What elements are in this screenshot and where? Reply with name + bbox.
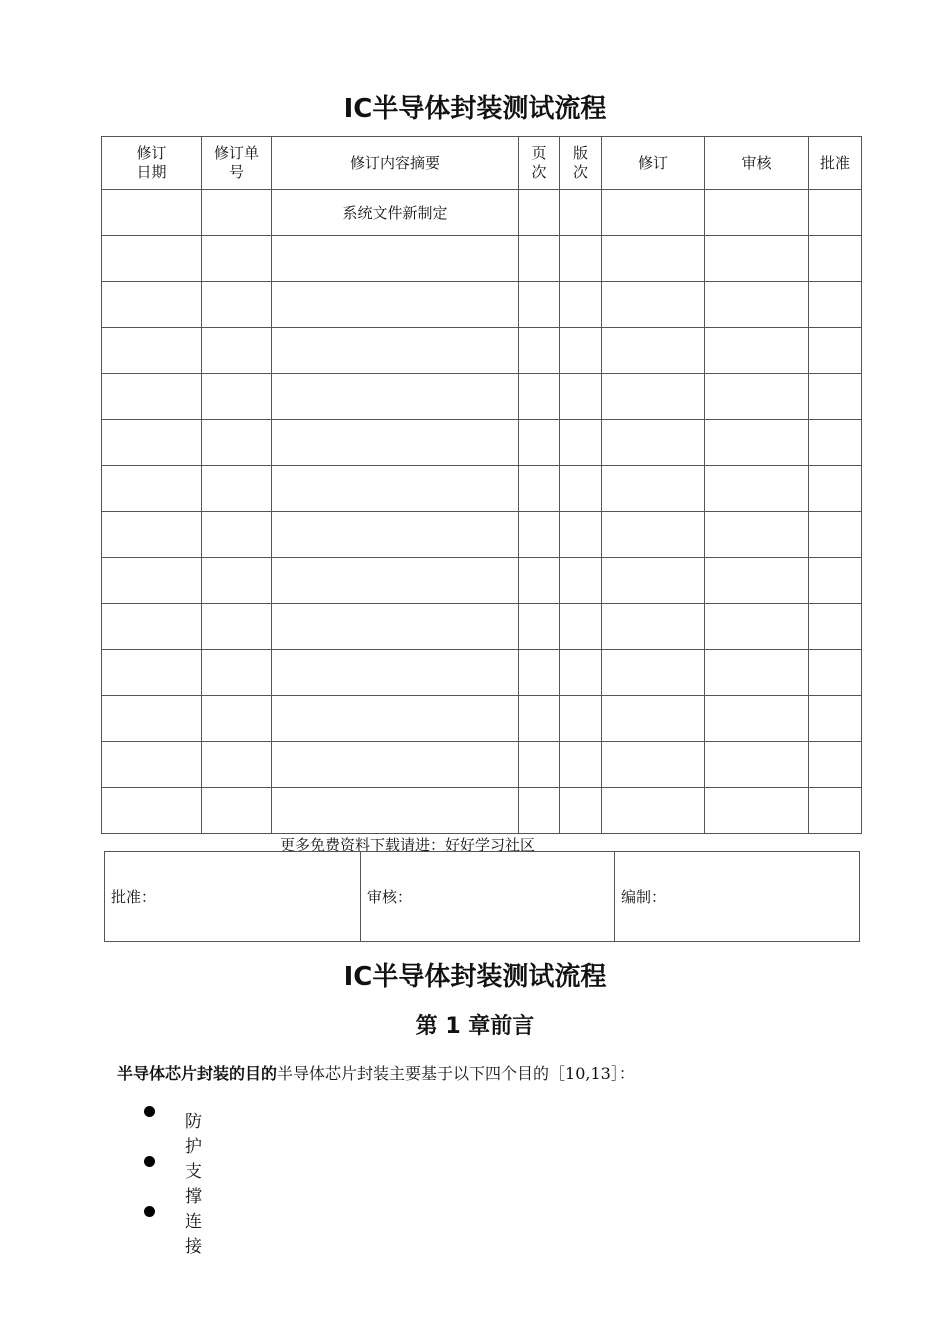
table-cell — [602, 190, 705, 236]
intro-bold-lead: 半导体芯片封装的目的 — [117, 1064, 278, 1083]
revision-header-cell: 修订 日期 — [102, 137, 202, 190]
revision-header-cell: 批准 — [809, 137, 862, 190]
table-cell — [809, 420, 862, 466]
revision-header-cell: 审核 — [705, 137, 809, 190]
table-cell — [202, 466, 272, 512]
table-row — [102, 696, 862, 742]
section-title: IC半导体封装测试流程 — [343, 962, 607, 992]
table-cell — [519, 650, 560, 696]
approve-cell: 批准： — [105, 852, 361, 942]
table-cell — [602, 420, 705, 466]
table-cell — [272, 374, 519, 420]
table-cell — [705, 558, 809, 604]
table-cell — [560, 236, 602, 282]
table-cell — [602, 328, 705, 374]
table-cell — [519, 328, 560, 374]
list-item-text: 支撑 — [185, 1162, 202, 1207]
table-cell — [602, 604, 705, 650]
table-cell — [809, 696, 862, 742]
table-cell — [602, 696, 705, 742]
table-cell — [560, 742, 602, 788]
table-cell — [602, 466, 705, 512]
chapter-heading: 第 1 章前言 — [415, 1014, 535, 1039]
table-cell — [519, 604, 560, 650]
table-cell — [809, 742, 862, 788]
table-row — [102, 374, 862, 420]
table-cell — [705, 788, 809, 834]
table-cell — [705, 604, 809, 650]
table-cell — [272, 282, 519, 328]
table-cell — [519, 512, 560, 558]
table-cell — [202, 190, 272, 236]
table-cell — [560, 604, 602, 650]
table-cell — [272, 788, 519, 834]
table-cell — [272, 236, 519, 282]
table-cell — [705, 420, 809, 466]
table-cell — [809, 466, 862, 512]
table-cell — [202, 604, 272, 650]
table-cell — [809, 604, 862, 650]
table-cell — [560, 282, 602, 328]
revision-table — [101, 136, 862, 834]
table-cell — [272, 742, 519, 788]
download-note: 更多免费资料下载请进：好好学习社区 — [280, 836, 536, 854]
table-cell: 系统文件新制定 — [272, 190, 519, 236]
table-row — [102, 604, 862, 650]
table-cell — [519, 420, 560, 466]
revision-header-cell: 修订单 号 — [202, 137, 272, 190]
table-cell — [602, 282, 705, 328]
table-cell — [809, 788, 862, 834]
table-cell — [809, 374, 862, 420]
table-cell — [272, 512, 519, 558]
table-cell — [705, 328, 809, 374]
table-cell — [602, 236, 705, 282]
table-cell — [519, 742, 560, 788]
table-cell — [705, 696, 809, 742]
table-cell — [102, 696, 202, 742]
table-cell — [519, 558, 560, 604]
table-cell — [202, 420, 272, 466]
table-cell — [602, 374, 705, 420]
table-cell — [202, 788, 272, 834]
bullet-dot-icon — [144, 1156, 155, 1167]
table-cell — [272, 558, 519, 604]
table-cell — [705, 512, 809, 558]
table-cell — [602, 558, 705, 604]
table-row — [102, 650, 862, 696]
table-cell — [272, 650, 519, 696]
table-row — [102, 190, 862, 236]
table-row — [102, 466, 862, 512]
table-row — [102, 420, 862, 466]
table-row — [102, 236, 862, 282]
table-cell — [102, 558, 202, 604]
table-cell — [102, 650, 202, 696]
table-cell — [202, 282, 272, 328]
table-row — [102, 282, 862, 328]
table-row — [102, 742, 862, 788]
compile-cell: 编制： — [615, 852, 860, 942]
table-cell — [272, 420, 519, 466]
table-cell — [809, 650, 862, 696]
intro-paragraph — [117, 1061, 635, 1084]
table-cell — [809, 328, 862, 374]
table-cell — [102, 512, 202, 558]
revision-header-cell: 版 次 — [560, 137, 602, 190]
table-cell — [560, 420, 602, 466]
table-cell — [809, 282, 862, 328]
table-cell — [202, 696, 272, 742]
table-cell — [202, 742, 272, 788]
table-cell — [602, 512, 705, 558]
table-cell — [602, 650, 705, 696]
table-cell — [560, 374, 602, 420]
table-cell — [272, 466, 519, 512]
table-cell — [602, 742, 705, 788]
table-cell — [202, 374, 272, 420]
table-cell — [560, 696, 602, 742]
table-cell — [102, 420, 202, 466]
revision-table-header — [102, 137, 862, 190]
table-cell — [705, 190, 809, 236]
table-cell — [705, 236, 809, 282]
table-cell — [560, 788, 602, 834]
table-cell — [560, 650, 602, 696]
table-cell — [272, 604, 519, 650]
table-cell — [560, 558, 602, 604]
table-cell — [809, 236, 862, 282]
table-cell — [519, 696, 560, 742]
table-cell — [705, 374, 809, 420]
revision-header-cell: 修订 — [602, 137, 705, 190]
table-cell — [602, 788, 705, 834]
table-cell — [809, 190, 862, 236]
table-cell — [519, 466, 560, 512]
document-title: IC半导体封装测试流程 — [343, 94, 607, 124]
intro-text: 半导体芯片封装主要基于以下四个目的［10,13］： — [277, 1064, 635, 1083]
table-cell — [202, 558, 272, 604]
table-cell — [272, 696, 519, 742]
table-row — [102, 788, 862, 834]
table-row — [102, 328, 862, 374]
bullet-dot-icon — [144, 1206, 155, 1217]
table-cell — [519, 788, 560, 834]
table-cell — [102, 788, 202, 834]
table-cell — [560, 328, 602, 374]
table-cell — [809, 512, 862, 558]
table-cell — [102, 190, 202, 236]
bullet-dot-icon — [144, 1106, 155, 1117]
table-cell — [519, 236, 560, 282]
table-cell — [102, 236, 202, 282]
table-cell — [102, 374, 202, 420]
table-cell — [560, 190, 602, 236]
table-cell — [560, 512, 602, 558]
table-cell — [102, 742, 202, 788]
table-cell — [102, 604, 202, 650]
table-row — [102, 558, 862, 604]
table-cell — [705, 466, 809, 512]
table-cell — [102, 466, 202, 512]
table-cell — [519, 190, 560, 236]
table-cell — [202, 512, 272, 558]
table-row — [102, 512, 862, 558]
table-cell — [705, 282, 809, 328]
table-cell — [202, 328, 272, 374]
table-cell — [560, 466, 602, 512]
table-cell — [519, 374, 560, 420]
table-cell — [202, 650, 272, 696]
table-cell — [519, 282, 560, 328]
signature-table — [104, 851, 860, 942]
table-cell — [809, 558, 862, 604]
table-cell — [705, 742, 809, 788]
list-item-text: 连接 — [185, 1212, 202, 1257]
table-cell — [102, 328, 202, 374]
table-cell — [705, 650, 809, 696]
table-cell — [202, 236, 272, 282]
review-cell: 审核： — [361, 852, 615, 942]
table-cell — [102, 282, 202, 328]
list-item-text: 防护 — [185, 1112, 202, 1157]
revision-header-cell: 修订内容摘要 — [272, 137, 519, 190]
revision-header-cell: 页 次 — [519, 137, 560, 190]
table-cell — [272, 328, 519, 374]
